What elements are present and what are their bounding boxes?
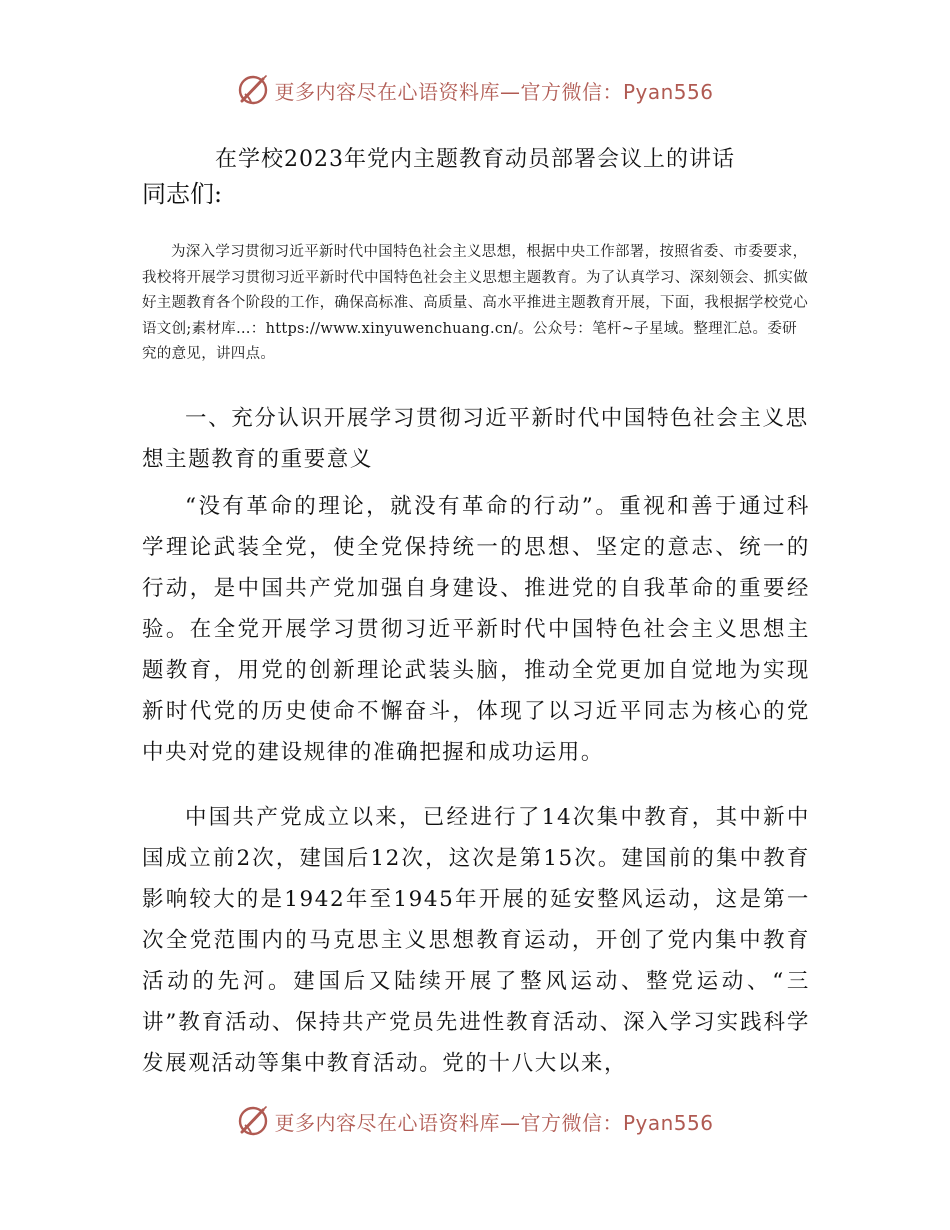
document-title: 在学校2023年党内主题教育动员部署会议上的讲话 [215,147,735,172]
section-heading-1: 一、充分认识开展学习贯彻习近平新时代中国特色社会主义思想主题教育的重要意义 [142,406,809,472]
header-banner [0,68,950,112]
pen-logo-icon [236,1104,270,1138]
body-paragraph-1: “没有革命的理论，就没有革命的行动”。重视和善于通过科学理论武装全党，使全党保持统一的思想、坚定的意志、统一的行动，是中国共产党加强自身建设、推进党的自我革命的重要经验。在全党开展学习贯彻习近平新时代中国特色社会主义思想主题教育，用党的创新理论武装头脑，推动全党更加自觉地为实现新时代党的历史使命不懈奋斗，体现了以习近平同志为核心的党中央对党的建设规律的准确把握和成功运用。 [142,494,810,765]
header-banner-text: 更多内容尽在心语资料库—官方微信：Pyan556 [274,79,714,104]
pen-logo-icon [236,73,270,107]
footer-banner [0,1099,950,1143]
intro-paragraph: 为深入学习贯彻习近平新时代中国特色社会主义思想，根据中央工作部署，按照省委、市委要求，我校将开展学习贯彻习近平新时代中国特色社会主义思想主题教育。为了认真学习、深刻领会、抓实做好主题教育各个阶段的工作，确保高标准、高质量、高水平推进主题教育开展，下面，我根据学校党心语文创;素材库…：https://www.xinyuwenchuang.cn/。公众号：笔杆~子星域。整理汇总。委研究的意见，讲四点。 [142,244,808,362]
body-paragraph-2: 中国共产党成立以来，已经进行了14次集中教育，其中新中国成立前2次，建国后12次，这次是第15次。建国前的集中教育影响较大的是1942年至1945年开展的延安整风运动，这是第一次全党范围内的马克思主义思想教育运动，开创了党内集中教育活动的先河。建国后又陆续开展了整风运动、整党运动、“三讲”教育活动、保持共产党员先进性教育活动、深入学习实践科学发展观活动等集中教育活动。党的十八大以来， [142,805,810,1076]
salutation: 同志们: [142,180,223,208]
footer-banner-text: 更多内容尽在心语资料库—官方微信：Pyan556 [274,1110,714,1135]
